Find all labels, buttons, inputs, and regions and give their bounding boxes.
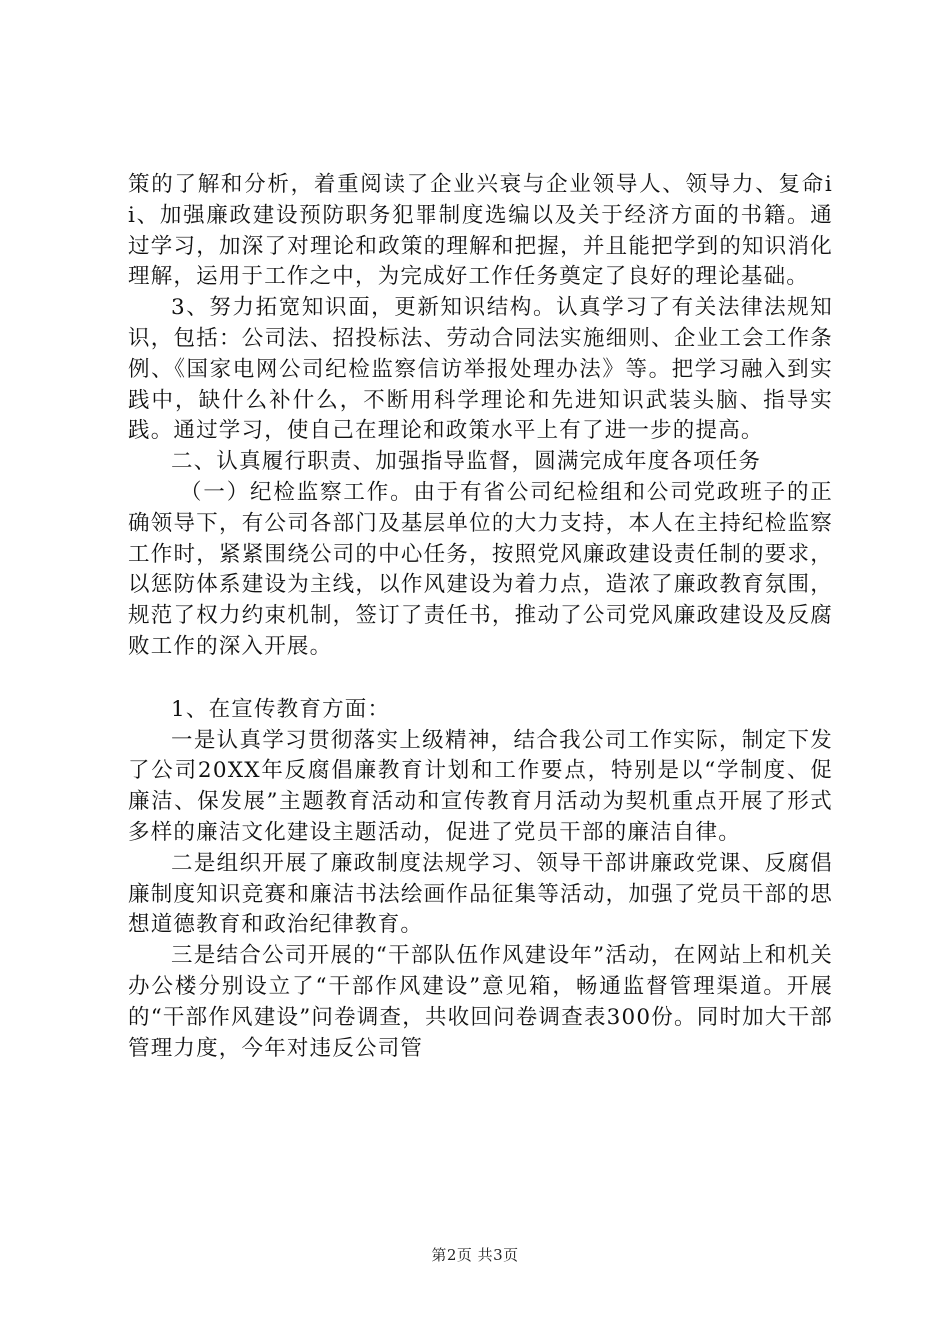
page-footer: 第2页 共3页 bbox=[431, 1246, 519, 1264]
paragraph-knowledge: 3、努力拓宽知识面，更新知识结构。认真学习了有关法律法规知识，包括：公司法、招投标法、劳动合同法实施细则、企业工会工作条例、《国家电网公司纪检监察信访举报处理办法》等。把学习融入到实践中，缺什么补什么，不断用科学理论和先进知识武装头脑、指导实践。通过学习，使自己在理论和政策水平上有了进一步的提高。 bbox=[128, 295, 833, 444]
document-body bbox=[128, 170, 833, 1064]
section-heading-duties: 二、认真履行职责、加强指导监督，圆满完成年度各项任务 bbox=[171, 449, 762, 475]
paragraph-point-two: 二是组织开展了廉政制度法规学习、领导干部讲廉政党课、反腐倡廉制度知识竞赛和廉洁书法绘画作品征集等活动，加强了党员干部的思想道德教育和政治纪律教育。 bbox=[128, 850, 833, 938]
paragraph-point-three: 三是结合公司开展的“干部队伍作风建设年”活动，在网站上和机关办公楼分别设立了“干部作风建设”意见箱，畅通监督管理渠道。开展的“干部作风建设”问卷调查，共收回问卷调查表300份。同时加大干部管理力度，今年对违反公司管 bbox=[128, 943, 833, 1061]
paragraph-continued: 策的了解和分析，着重阅读了企业兴衰与企业领导人、领导力、复命ii、加强廉政建设预防职务犯罪制度选编以及关于经济方面的书籍。通过学习，加深了对理论和政策的理解和把握，并且能把学到的知识消化理解，运用于工作之中，为完成好工作任务奠定了良好的理论基础。 bbox=[128, 172, 833, 290]
paragraph-discipline-work: （一）纪检监察工作。由于有省公司纪检组和公司党政班子的正确领导下，有公司各部门及基层单位的大力支持，本人在主持纪检监察工作时，紧紧围绕公司的中心任务，按照党风廉政建设责任制的要求，以惩防体系建设为主线，以作风建设为着力点，造浓了廉政教育氛围，规范了权力约束机制，签订了责任书，推动了公司党风廉政建设及反腐败工作的深入开展。 bbox=[128, 479, 833, 659]
subheading-publicity-education: 1、在宣传教育方面： bbox=[171, 696, 391, 722]
paragraph-point-one: 一是认真学习贯彻落实上级精神，结合我公司工作实际，制定下发了公司20XX年反腐倡廉教育计划和工作要点，特别是以“学制度、促廉洁、保发展”主题教育活动和宣传教育月活动为契机重点开展了形式多样的廉洁文化建设主题活动，促进了党员干部的廉洁自律。 bbox=[128, 727, 833, 845]
